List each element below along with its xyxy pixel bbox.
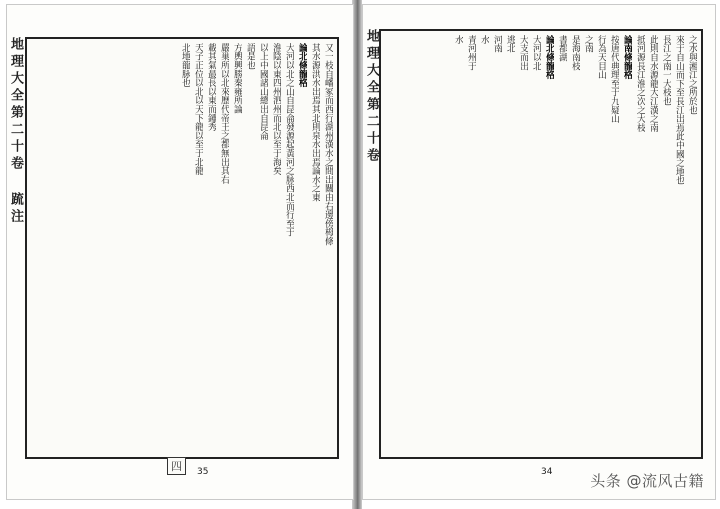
- page-number: 34: [541, 467, 553, 477]
- text-column: 載其氣最長以東而鍾秀: [206, 43, 216, 132]
- text-column: 語是也: [245, 43, 255, 70]
- text-column: 淮陰以東四州泗州而北以至于海矣: [271, 43, 281, 176]
- text-column: 書都湖: [557, 35, 567, 62]
- text-column: 天子正位以北以天下龍以至于北龍: [193, 43, 203, 176]
- text-column: 方輿興勝秦雍所論: [232, 43, 242, 114]
- text-column: 其水源洪水出焉其北則泉水出焉論水之東: [310, 43, 320, 202]
- text-column: 青河州于: [466, 35, 476, 71]
- text-column: 長江之南一大枝也: [661, 35, 671, 106]
- left-page-sidebar-title: 地理大全第二十卷 䟽注: [8, 37, 23, 226]
- text-column: 行為天目山: [596, 35, 606, 80]
- text-column: 水: [453, 35, 463, 44]
- text-column: 此則自水源龍大江漢之南: [648, 35, 658, 132]
- text-column: 按唐代典理至于九疑山: [609, 35, 619, 124]
- section-heading: 論南條龍格: [622, 35, 632, 80]
- text-column: 是海南枝: [570, 35, 580, 71]
- text-column: 大支而出: [518, 35, 528, 71]
- section-heading: 論北條龍格: [544, 35, 554, 80]
- text-column: 又一枝自嶓冢而西行湖州漢水之間出關由右邊傍栂條: [323, 43, 333, 246]
- right-page-text-frame: [379, 29, 703, 459]
- text-column: 嚴巢所以北來歷代帝王之都無出其右: [219, 43, 229, 184]
- page-number: 35: [197, 467, 209, 477]
- text-column: 河南: [492, 35, 502, 53]
- text-column: 來于自山而下至長江出焉此中國之地也: [674, 35, 684, 185]
- watermark-label: 头条 @流风古籍: [590, 472, 704, 490]
- right-page-sidebar-title: 地理大全第二十卷: [364, 29, 379, 165]
- text-column: 大河以北之山自昆侖發源起黃河之脉西北而行至于: [284, 43, 294, 237]
- left-page-text-columns: [31, 43, 333, 453]
- right-page: [362, 4, 716, 500]
- section-heading: 論北條龍格: [297, 43, 307, 88]
- text-column: 北地龍脉也: [180, 43, 190, 88]
- left-page: [6, 4, 354, 500]
- right-page-text-columns: [385, 35, 697, 453]
- text-column: 大河以北: [531, 35, 541, 71]
- text-column: 以上中國諸山總出自昆侖: [258, 43, 268, 140]
- fold-number: 四: [167, 457, 186, 475]
- text-column: 抵河源長江淮之次之大枝: [635, 35, 645, 132]
- left-page-text-frame: [25, 37, 339, 459]
- text-column: 水: [479, 35, 489, 44]
- text-column: 之南: [583, 35, 593, 53]
- text-column: 之水與湘江之所於也: [687, 35, 697, 115]
- text-column: 逃北: [505, 35, 515, 53]
